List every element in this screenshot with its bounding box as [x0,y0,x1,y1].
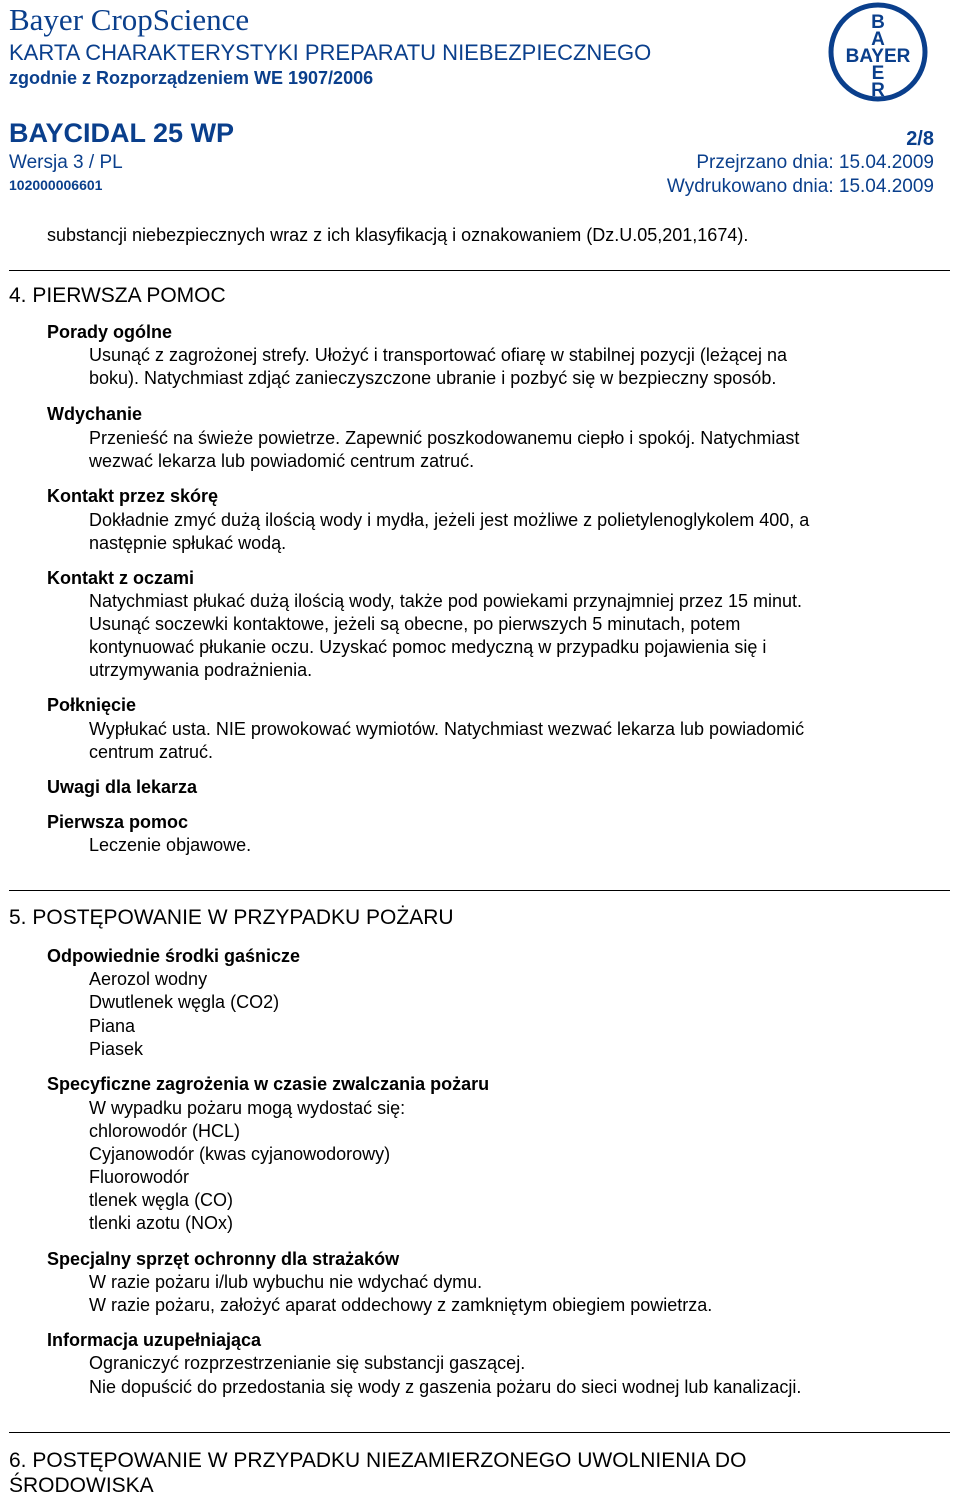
ingestion-heading: Połknięcie [47,695,137,715]
doctor-notes-heading: Uwagi dla lekarza [47,777,198,797]
specific-hazards-line: Fluorowodór [89,1167,190,1187]
eye-contact-line: Usunąć soczewki kontaktowe, jeżeli są obecne, po pierwszych 5 minutach, potem [89,614,741,634]
eye-contact-line: utrzymywania podrażnienia. [89,660,313,680]
protective-equipment-line: W razie pożaru, założyć aparat oddechowy z zamkniętym obiegiem powietrza. [89,1295,713,1315]
logo-word-bayer: BAYER [845,46,911,67]
eye-contact-heading: Kontakt z oczami [47,568,195,588]
section-divider [9,890,950,891]
reviewed-date: Przejrzano dnia: 15.04.2009 [696,152,934,173]
skin-contact-heading: Kontakt przez skórę [47,486,219,506]
document-id: 102000006601 [9,177,103,193]
page-number: 2/8 [906,128,934,150]
additional-info-line: Nie dopuścić do przedostania się wody z gaszenia pożaru do sieci wodnej lub kanalizacji. [89,1377,802,1397]
extinguishing-media-heading: Odpowiednie środki gaśnicze [47,946,301,966]
logo-letter-r: R [871,80,885,101]
specific-hazards-line: tlenki azotu (NOx) [89,1213,234,1233]
bayer-cross-logo [828,2,928,102]
general-advice-line: Usunąć z zagrożonej strefy. Ułożyć i transportować ofiarę w stabilnej pozycji (leżącej na [89,345,787,365]
general-advice-heading: Porady ogólne [47,322,173,342]
version-label: Wersja 3 / PL [9,152,123,173]
extinguishing-media-item: Piasek [89,1039,144,1059]
eye-contact-line: kontynuować płukanie oczu. Uzyskać pomoc medyczną w przypadku pojawienia się i [89,637,767,657]
company-name: Bayer CropScience [9,2,250,37]
ingestion-line: centrum zatruć. [89,742,214,762]
section-5-title: 5. POSTĘPOWANIE W PRZYPADKU POŻARU [9,906,454,929]
specific-hazards-heading: Specyficzne zagrożenia w czasie zwalczania pożaru [47,1074,490,1094]
logo-letter-e: E [871,63,885,84]
intro-text: substancji niebezpiecznych wraz z ich klasyfikacją i oznakowaniem (Dz.U.05,201,1674). [47,225,749,245]
additional-info-line: Ograniczyć rozprzestrzenianie się substancji gaszącej. [89,1353,526,1373]
inhalation-line: Przenieść na świeże powietrze. Zapewnić poszkodowanemu ciepło i spokój. Natychmiast [89,428,800,448]
general-advice-line: boku). Natychmiast zdjąć zanieczyszczone ubranie i pozbyć się w bezpieczny sposób. [89,368,777,388]
skin-contact-line: Dokładnie zmyć dużą ilością wody i mydła, jeżeli jest możliwe z polietylenoglykolem 400, a [89,510,810,530]
document-title: KARTA CHARAKTERYSTYKI PREPARATU NIEBEZPIECZNEGO [9,40,652,65]
section-divider [9,270,950,271]
specific-hazards-line: Cyjanowodór (kwas cyjanowodorowy) [89,1144,391,1164]
protective-equipment-line: W razie pożaru i/lub wybuchu nie wdychać dymu. [89,1272,483,1292]
section-divider [9,1432,950,1433]
inhalation-line: wezwać lekarza lub powiadomić centrum zatruć. [89,451,475,471]
additional-info-heading: Informacja uzupełniająca [47,1330,262,1350]
inhalation-heading: Wdychanie [47,404,143,424]
first-aid-heading: Pierwsza pomoc [47,812,189,832]
extinguishing-media-item: Aerozol wodny [89,969,208,989]
extinguishing-media-item: Piana [89,1016,136,1036]
specific-hazards-line: W wypadku pożaru mogą wydostać się: [89,1098,406,1118]
section-6-title: 6. POSTĘPOWANIE W PRZYPADKU NIEZAMIERZONEGO UWOLNIENIA DO [9,1449,747,1472]
logo-letter-a: A [871,29,885,50]
skin-contact-line: następnie spłukać wodą. [89,533,287,553]
product-name: BAYCIDAL 25 WP [9,118,235,148]
printed-date: Wydrukowano dnia: 15.04.2009 [666,176,934,197]
logo-letter-b: B [871,12,885,33]
extinguishing-media-item: Dwutlenek węgla (CO2) [89,992,280,1012]
specific-hazards-line: chlorowodór (HCL) [89,1121,241,1141]
regulation-text: zgodnie z Rozporządzeniem WE 1907/2006 [9,68,374,88]
first-aid-line: Leczenie objawowe. [89,835,252,855]
section-4-title: 4. PIERWSZA POMOC [9,284,226,307]
specific-hazards-line: tlenek węgla (CO) [89,1190,234,1210]
section-6-title-continued: ŚRODOWISKA [9,1474,154,1497]
ingestion-line: Wypłukać usta. NIE prowokować wymiotów. Natychmiast wezwać lekarza lub powiadomić [89,719,805,739]
eye-contact-line: Natychmiast płukać dużą ilością wody, także pod powiekami przynajmniej przez 15 minut. [89,591,802,611]
protective-equipment-heading: Specjalny sprzęt ochronny dla strażaków [47,1249,400,1269]
